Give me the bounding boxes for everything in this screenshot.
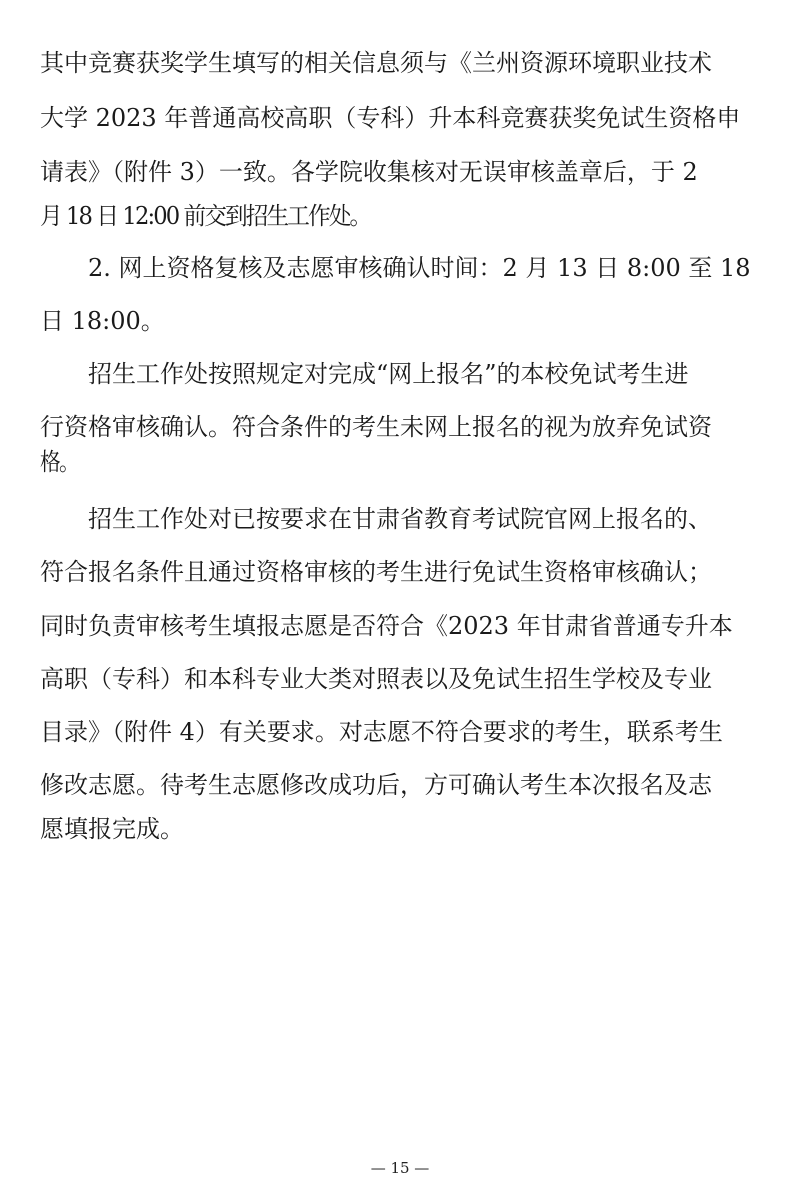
text-line: 目录》（附件 4）有关要求。对志愿不符合要求的考生，联系考生 <box>40 718 723 746</box>
text-line: 请表》（附件 3）一致。各学院收集核对无误审核盖章后，于 2 <box>40 158 698 186</box>
text-line: 修改志愿。待考生志愿修改成功后，方可确认考生本次报名及志 <box>40 771 712 799</box>
text-line: 大学 2023 年普通高校高职（专科）升本科竞赛获奖免试生资格申 <box>40 104 741 132</box>
text-line: 同时负责审核考生填报志愿是否符合《2023 年甘肃省普通专升本 <box>40 612 733 640</box>
text-line: 2. 网上资格复核及志愿审核确认时间：2 月 13 日 8:00 至 18 <box>88 254 751 282</box>
text-line: 格。 <box>40 448 78 476</box>
text-line: 日 18:00。 <box>40 307 165 335</box>
text-line: 符合报名条件且通过资格审核的考生进行免试生资格审核确认； <box>40 558 712 586</box>
text-line: 愿填报完成。 <box>40 815 184 843</box>
text-line: 其中竞赛获奖学生填写的相关信息须与《兰州资源环境职业技术 <box>40 49 712 77</box>
text-line: 行资格审核确认。符合条件的考生未网上报名的视为放弃免试资 <box>40 413 712 441</box>
text-line: 月 18 日 12:00 前交到招生工作处。 <box>40 202 371 230</box>
text-line: 招生工作处对已按要求在甘肃省教育考试院官网上报名的、 <box>88 505 712 533</box>
page-number: — 15 — <box>370 1159 430 1177</box>
text-line: 招生工作处按照规定对完成“网上报名”的本校免试考生进 <box>88 360 689 388</box>
text-line: 高职（专科）和本科专业大类对照表以及免试生招生学校及专业 <box>40 665 712 693</box>
